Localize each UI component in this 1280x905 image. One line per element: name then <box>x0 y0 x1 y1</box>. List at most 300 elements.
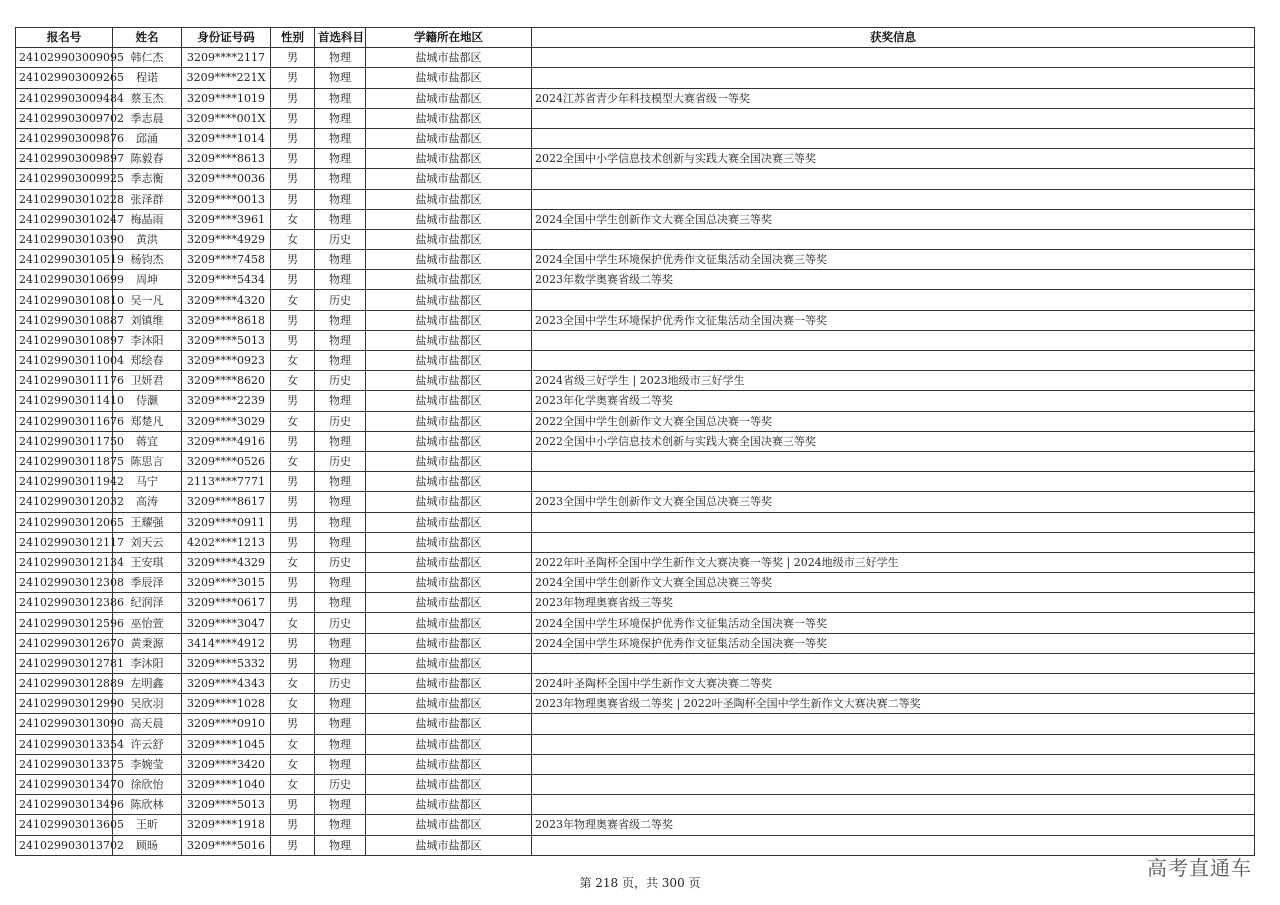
cell-awards: 2023年化学奥赛省级二等奖 <box>532 391 1255 411</box>
cell-primary-subject: 物理 <box>315 209 366 229</box>
cell-name: 侍灏 <box>113 391 182 411</box>
cell-name: 季辰泽 <box>113 573 182 593</box>
cell-awards <box>532 330 1255 350</box>
cell-id-number: 3209****0910 <box>182 714 271 734</box>
cell-registration-number: 241029903013090 <box>16 714 113 734</box>
cell-primary-subject: 物理 <box>315 835 366 855</box>
cell-registration-number: 241029903012596 <box>16 613 113 633</box>
cell-primary-subject: 物理 <box>315 270 366 290</box>
cell-name: 巫怡萱 <box>113 613 182 633</box>
cell-registration-number: 241029903011942 <box>16 472 113 492</box>
cell-registration-number: 241029903011410 <box>16 391 113 411</box>
cell-gender: 男 <box>271 815 315 835</box>
cell-primary-subject: 历史 <box>315 451 366 471</box>
cell-id-number: 3209****5434 <box>182 270 271 290</box>
cell-registration-number: 241029903010810 <box>16 290 113 310</box>
cell-awards <box>532 48 1255 68</box>
cell-awards: 2024全国中学生环境保护优秀作文征集活动全国决赛三等奖 <box>532 250 1255 270</box>
cell-primary-subject: 物理 <box>315 653 366 673</box>
cell-registration-number: 241029903010887 <box>16 310 113 330</box>
cell-region: 盐城市盐都区 <box>366 48 532 68</box>
cell-region: 盐城市盐都区 <box>366 149 532 169</box>
cell-awards <box>532 229 1255 249</box>
cell-primary-subject: 物理 <box>315 108 366 128</box>
cell-name: 徐欣怡 <box>113 774 182 794</box>
cell-awards: 2024叶圣陶杯全国中学生新作文大赛决赛二等奖 <box>532 674 1255 694</box>
cell-region: 盐城市盐都区 <box>366 250 532 270</box>
cell-id-number: 3209****7458 <box>182 250 271 270</box>
cell-primary-subject: 物理 <box>315 88 366 108</box>
cell-name: 陈毅春 <box>113 149 182 169</box>
cell-gender: 男 <box>271 532 315 552</box>
table-row <box>16 68 1255 88</box>
cell-gender: 女 <box>271 613 315 633</box>
cell-region: 盐城市盐都区 <box>366 209 532 229</box>
cell-name: 刘天云 <box>113 532 182 552</box>
table-row <box>16 411 1255 431</box>
cell-name: 顾旸 <box>113 835 182 855</box>
cell-name: 梅晶雨 <box>113 209 182 229</box>
cell-awards <box>532 189 1255 209</box>
cell-region: 盐城市盐都区 <box>366 734 532 754</box>
cell-gender: 男 <box>271 593 315 613</box>
table-row <box>16 552 1255 572</box>
cell-awards <box>532 351 1255 371</box>
table-row <box>16 653 1255 673</box>
cell-awards <box>532 290 1255 310</box>
cell-id-number: 3209****0911 <box>182 512 271 532</box>
cell-registration-number: 241029903010699 <box>16 270 113 290</box>
cell-name: 黄洪 <box>113 229 182 249</box>
cell-name: 郑楚凡 <box>113 411 182 431</box>
cell-awards <box>532 472 1255 492</box>
cell-registration-number: 241029903010228 <box>16 189 113 209</box>
cell-id-number: 3209****4343 <box>182 674 271 694</box>
cell-awards: 2024全国中学生创新作文大赛全国总决赛三等奖 <box>532 209 1255 229</box>
cell-region: 盐城市盐都区 <box>366 653 532 673</box>
cell-gender: 女 <box>271 209 315 229</box>
cell-gender: 男 <box>271 128 315 148</box>
cell-name: 周坤 <box>113 270 182 290</box>
cell-primary-subject: 物理 <box>315 815 366 835</box>
cell-registration-number: 241029903011176 <box>16 371 113 391</box>
cell-awards: 2022全国中小学信息技术创新与实践大赛全国决赛三等奖 <box>532 431 1255 451</box>
header-id-number: 身份证号码 <box>182 28 271 48</box>
cell-registration-number: 241029903012781 <box>16 653 113 673</box>
cell-gender: 女 <box>271 694 315 714</box>
cell-awards: 2024全国中学生环境保护优秀作文征集活动全国决赛一等奖 <box>532 613 1255 633</box>
cell-primary-subject: 物理 <box>315 351 366 371</box>
cell-awards <box>532 774 1255 794</box>
cell-registration-number: 241029903009484 <box>16 88 113 108</box>
cell-registration-number: 241029903012134 <box>16 552 113 572</box>
cell-gender: 男 <box>271 431 315 451</box>
cell-primary-subject: 物理 <box>315 149 366 169</box>
cell-region: 盐城市盐都区 <box>366 633 532 653</box>
cell-gender: 男 <box>271 88 315 108</box>
cell-id-number: 3209****5016 <box>182 835 271 855</box>
cell-primary-subject: 物理 <box>315 734 366 754</box>
cell-primary-subject: 物理 <box>315 169 366 189</box>
cell-primary-subject: 物理 <box>315 714 366 734</box>
cell-registration-number: 241029903010897 <box>16 330 113 350</box>
cell-registration-number: 241029903012990 <box>16 694 113 714</box>
table-row <box>16 128 1255 148</box>
cell-primary-subject: 物理 <box>315 250 366 270</box>
cell-registration-number: 241029903010247 <box>16 209 113 229</box>
cell-region: 盐城市盐都区 <box>366 795 532 815</box>
cell-primary-subject: 物理 <box>315 795 366 815</box>
header-awards: 获奖信息 <box>532 28 1255 48</box>
table-row <box>16 330 1255 350</box>
cell-awards <box>532 128 1255 148</box>
table-row <box>16 795 1255 815</box>
cell-primary-subject: 历史 <box>315 371 366 391</box>
cell-name: 左明鑫 <box>113 674 182 694</box>
cell-primary-subject: 历史 <box>315 411 366 431</box>
cell-awards: 2024全国中学生环境保护优秀作文征集活动全国决赛一等奖 <box>532 633 1255 653</box>
table-row <box>16 270 1255 290</box>
cell-registration-number: 241029903011676 <box>16 411 113 431</box>
cell-name: 蔡玉杰 <box>113 88 182 108</box>
table-row <box>16 149 1255 169</box>
cell-gender: 女 <box>271 229 315 249</box>
table-row <box>16 694 1255 714</box>
cell-gender: 男 <box>271 169 315 189</box>
cell-region: 盐城市盐都区 <box>366 88 532 108</box>
cell-name: 陈欣林 <box>113 795 182 815</box>
cell-awards <box>532 653 1255 673</box>
cell-gender: 男 <box>271 835 315 855</box>
cell-region: 盐城市盐都区 <box>366 694 532 714</box>
cell-gender: 男 <box>271 795 315 815</box>
cell-awards: 2022年叶圣陶杯全国中学生新作文大赛决赛一等奖 | 2024地级市三好学生 <box>532 552 1255 572</box>
cell-id-number: 3209****001X <box>182 108 271 128</box>
cell-id-number: 3209****5013 <box>182 795 271 815</box>
cell-id-number: 3209****2239 <box>182 391 271 411</box>
header-gender: 性别 <box>271 28 315 48</box>
cell-primary-subject: 历史 <box>315 290 366 310</box>
table-row <box>16 391 1255 411</box>
table-row <box>16 835 1255 855</box>
cell-name: 纪润泽 <box>113 593 182 613</box>
table-row <box>16 229 1255 249</box>
cell-awards: 2022全国中学生创新作文大赛全国总决赛一等奖 <box>532 411 1255 431</box>
cell-name: 陈思言 <box>113 451 182 471</box>
cell-region: 盐城市盐都区 <box>366 189 532 209</box>
cell-registration-number: 241029903013496 <box>16 795 113 815</box>
cell-registration-number: 241029903013605 <box>16 815 113 835</box>
cell-name: 王耀强 <box>113 512 182 532</box>
cell-primary-subject: 历史 <box>315 613 366 633</box>
table-row <box>16 472 1255 492</box>
cell-registration-number: 241029903009876 <box>16 128 113 148</box>
cell-name: 许云舒 <box>113 734 182 754</box>
cell-gender: 女 <box>271 371 315 391</box>
cell-region: 盐城市盐都区 <box>366 229 532 249</box>
cell-name: 卫妍君 <box>113 371 182 391</box>
cell-name: 马宁 <box>113 472 182 492</box>
cell-awards: 2024江苏省青少年科技模型大赛省级一等奖 <box>532 88 1255 108</box>
cell-awards: 2023年物理奥赛省级二等奖 <box>532 815 1255 835</box>
cell-id-number: 2113****7771 <box>182 472 271 492</box>
cell-registration-number: 241029903012117 <box>16 532 113 552</box>
cell-awards: 2024省级三好学生 | 2023地级市三好学生 <box>532 371 1255 391</box>
cell-region: 盐城市盐都区 <box>366 270 532 290</box>
cell-name: 季志晨 <box>113 108 182 128</box>
cell-primary-subject: 历史 <box>315 229 366 249</box>
cell-id-number: 3209****1028 <box>182 694 271 714</box>
table-row <box>16 451 1255 471</box>
cell-gender: 男 <box>271 330 315 350</box>
cell-id-number: 3209****8620 <box>182 371 271 391</box>
cell-registration-number: 241029903011004 <box>16 351 113 371</box>
cell-id-number: 3209****8617 <box>182 492 271 512</box>
cell-primary-subject: 物理 <box>315 573 366 593</box>
cell-awards: 2023全国中学生环境保护优秀作文征集活动全国决赛一等奖 <box>532 310 1255 330</box>
cell-registration-number: 241029903009925 <box>16 169 113 189</box>
cell-gender: 男 <box>271 573 315 593</box>
cell-name: 杨钧杰 <box>113 250 182 270</box>
cell-registration-number: 241029903010390 <box>16 229 113 249</box>
cell-primary-subject: 物理 <box>315 593 366 613</box>
cell-region: 盐城市盐都区 <box>366 613 532 633</box>
table-row <box>16 88 1255 108</box>
cell-registration-number: 241029903009095 <box>16 48 113 68</box>
cell-primary-subject: 物理 <box>315 754 366 774</box>
table-row <box>16 108 1255 128</box>
page-number: 第 218 页，共 300 页 <box>579 876 701 890</box>
cell-region: 盐城市盐都区 <box>366 411 532 431</box>
table-row <box>16 532 1255 552</box>
cell-gender: 男 <box>271 391 315 411</box>
table-row <box>16 734 1255 754</box>
cell-gender: 女 <box>271 290 315 310</box>
cell-name: 吴一凡 <box>113 290 182 310</box>
table-row <box>16 774 1255 794</box>
cell-id-number: 3209****3015 <box>182 573 271 593</box>
cell-id-number: 3209****4929 <box>182 229 271 249</box>
cell-awards <box>532 714 1255 734</box>
header-name: 姓名 <box>113 28 182 48</box>
table-row <box>16 209 1255 229</box>
cell-id-number: 3209****4916 <box>182 431 271 451</box>
header-registration-number: 报名号 <box>16 28 113 48</box>
table-row <box>16 310 1255 330</box>
table-row <box>16 573 1255 593</box>
cell-primary-subject: 物理 <box>315 633 366 653</box>
cell-gender: 男 <box>271 492 315 512</box>
cell-primary-subject: 物理 <box>315 310 366 330</box>
cell-gender: 男 <box>271 189 315 209</box>
cell-id-number: 3209****5332 <box>182 653 271 673</box>
cell-id-number: 3209****8618 <box>182 310 271 330</box>
cell-name: 王安琪 <box>113 552 182 572</box>
cell-primary-subject: 物理 <box>315 48 366 68</box>
cell-gender: 女 <box>271 734 315 754</box>
cell-registration-number: 241029903010519 <box>16 250 113 270</box>
cell-region: 盐城市盐都区 <box>366 351 532 371</box>
cell-awards <box>532 451 1255 471</box>
cell-gender: 男 <box>271 68 315 88</box>
cell-awards <box>532 532 1255 552</box>
cell-primary-subject: 物理 <box>315 694 366 714</box>
cell-id-number: 3209****1014 <box>182 128 271 148</box>
watermark: 高考直通车 <box>1147 856 1252 880</box>
cell-gender: 男 <box>271 270 315 290</box>
cell-name: 张泽群 <box>113 189 182 209</box>
cell-primary-subject: 物理 <box>315 391 366 411</box>
cell-region: 盐城市盐都区 <box>366 310 532 330</box>
cell-region: 盐城市盐都区 <box>366 472 532 492</box>
cell-registration-number: 241029903012386 <box>16 593 113 613</box>
cell-primary-subject: 物理 <box>315 128 366 148</box>
cell-primary-subject: 物理 <box>315 189 366 209</box>
cell-registration-number: 241029903013470 <box>16 774 113 794</box>
cell-registration-number: 241029903013375 <box>16 754 113 774</box>
table-row <box>16 351 1255 371</box>
cell-id-number: 3209****0013 <box>182 189 271 209</box>
cell-primary-subject: 物理 <box>315 431 366 451</box>
cell-name: 李沐阳 <box>113 653 182 673</box>
cell-id-number: 3209****1040 <box>182 774 271 794</box>
cell-region: 盐城市盐都区 <box>366 169 532 189</box>
cell-region: 盐城市盐都区 <box>366 451 532 471</box>
cell-awards <box>532 169 1255 189</box>
cell-registration-number: 241029903013702 <box>16 835 113 855</box>
table-row <box>16 674 1255 694</box>
table-row <box>16 290 1255 310</box>
cell-gender: 男 <box>271 633 315 653</box>
cell-id-number: 3209****4320 <box>182 290 271 310</box>
cell-id-number: 3209****2117 <box>182 48 271 68</box>
cell-region: 盐城市盐都区 <box>366 431 532 451</box>
cell-name: 郑绘春 <box>113 351 182 371</box>
cell-region: 盐城市盐都区 <box>366 290 532 310</box>
table-row <box>16 169 1255 189</box>
cell-id-number: 3209****221X <box>182 68 271 88</box>
cell-primary-subject: 物理 <box>315 68 366 88</box>
cell-registration-number: 241029903011875 <box>16 451 113 471</box>
cell-gender: 男 <box>271 149 315 169</box>
cell-registration-number: 241029903012065 <box>16 512 113 532</box>
cell-primary-subject: 物理 <box>315 532 366 552</box>
table-row <box>16 512 1255 532</box>
cell-registration-number: 241029903012032 <box>16 492 113 512</box>
cell-gender: 男 <box>271 108 315 128</box>
cell-id-number: 3209****3029 <box>182 411 271 431</box>
table-row <box>16 815 1255 835</box>
cell-name: 李沐阳 <box>113 330 182 350</box>
cell-region: 盐城市盐都区 <box>366 128 532 148</box>
cell-awards <box>532 734 1255 754</box>
cell-registration-number: 241029903012308 <box>16 573 113 593</box>
cell-id-number: 3209****0923 <box>182 351 271 371</box>
cell-region: 盐城市盐都区 <box>366 674 532 694</box>
cell-region: 盐城市盐都区 <box>366 108 532 128</box>
cell-gender: 男 <box>271 48 315 68</box>
cell-primary-subject: 历史 <box>315 674 366 694</box>
cell-registration-number: 241029903009702 <box>16 108 113 128</box>
cell-name: 蒋宜 <box>113 431 182 451</box>
cell-awards: 2023年数学奥赛省级二等奖 <box>532 270 1255 290</box>
cell-region: 盐城市盐都区 <box>366 754 532 774</box>
cell-primary-subject: 历史 <box>315 552 366 572</box>
cell-id-number: 3209****1918 <box>182 815 271 835</box>
cell-gender: 男 <box>271 472 315 492</box>
cell-name: 季志衡 <box>113 169 182 189</box>
cell-primary-subject: 物理 <box>315 330 366 350</box>
cell-name: 李婉莹 <box>113 754 182 774</box>
cell-gender: 女 <box>271 774 315 794</box>
cell-gender: 女 <box>271 674 315 694</box>
cell-primary-subject: 物理 <box>315 512 366 532</box>
table-row <box>16 593 1255 613</box>
cell-registration-number: 241029903011750 <box>16 431 113 451</box>
table-body <box>16 48 1255 856</box>
table-row <box>16 754 1255 774</box>
cell-registration-number: 241029903012670 <box>16 633 113 653</box>
cell-primary-subject: 物理 <box>315 472 366 492</box>
cell-region: 盐城市盐都区 <box>366 593 532 613</box>
cell-id-number: 3209****1045 <box>182 734 271 754</box>
cell-awards: 2024全国中学生创新作文大赛全国总决赛三等奖 <box>532 573 1255 593</box>
cell-name: 程诺 <box>113 68 182 88</box>
cell-name: 高天晨 <box>113 714 182 734</box>
cell-region: 盐城市盐都区 <box>366 815 532 835</box>
cell-registration-number: 241029903012889 <box>16 674 113 694</box>
cell-id-number: 3209****4329 <box>182 552 271 572</box>
table-row <box>16 250 1255 270</box>
cell-region: 盐城市盐都区 <box>366 330 532 350</box>
cell-region: 盐城市盐都区 <box>366 835 532 855</box>
cell-awards: 2023全国中学生创新作文大赛全国总决赛三等奖 <box>532 492 1255 512</box>
table-header-row <box>16 28 1255 48</box>
cell-name: 高涛 <box>113 492 182 512</box>
cell-id-number: 3209****3420 <box>182 754 271 774</box>
cell-id-number: 4202****1213 <box>182 532 271 552</box>
cell-awards <box>532 795 1255 815</box>
cell-region: 盐城市盐都区 <box>366 68 532 88</box>
cell-primary-subject: 历史 <box>315 774 366 794</box>
header-primary-subject: 首选科目 <box>315 28 366 48</box>
cell-gender: 男 <box>271 250 315 270</box>
cell-primary-subject: 物理 <box>315 492 366 512</box>
cell-registration-number: 241029903009265 <box>16 68 113 88</box>
cell-awards <box>532 68 1255 88</box>
table-row <box>16 48 1255 68</box>
cell-gender: 女 <box>271 411 315 431</box>
cell-name: 吴欣羽 <box>113 694 182 714</box>
cell-id-number: 3209****8613 <box>182 149 271 169</box>
cell-registration-number: 241029903009897 <box>16 149 113 169</box>
cell-region: 盐城市盐都区 <box>366 391 532 411</box>
cell-id-number: 3209****0526 <box>182 451 271 471</box>
cell-awards <box>532 512 1255 532</box>
cell-id-number: 3209****3961 <box>182 209 271 229</box>
cell-id-number: 3414****4912 <box>182 633 271 653</box>
cell-gender: 男 <box>271 714 315 734</box>
header-region: 学籍所在地区 <box>366 28 532 48</box>
cell-awards <box>532 108 1255 128</box>
cell-id-number: 3209****0617 <box>182 593 271 613</box>
cell-name: 王昕 <box>113 815 182 835</box>
cell-region: 盐城市盐都区 <box>366 552 532 572</box>
cell-region: 盐城市盐都区 <box>366 371 532 391</box>
table-row <box>16 613 1255 633</box>
cell-name: 刘镇维 <box>113 310 182 330</box>
cell-id-number: 3209****5013 <box>182 330 271 350</box>
